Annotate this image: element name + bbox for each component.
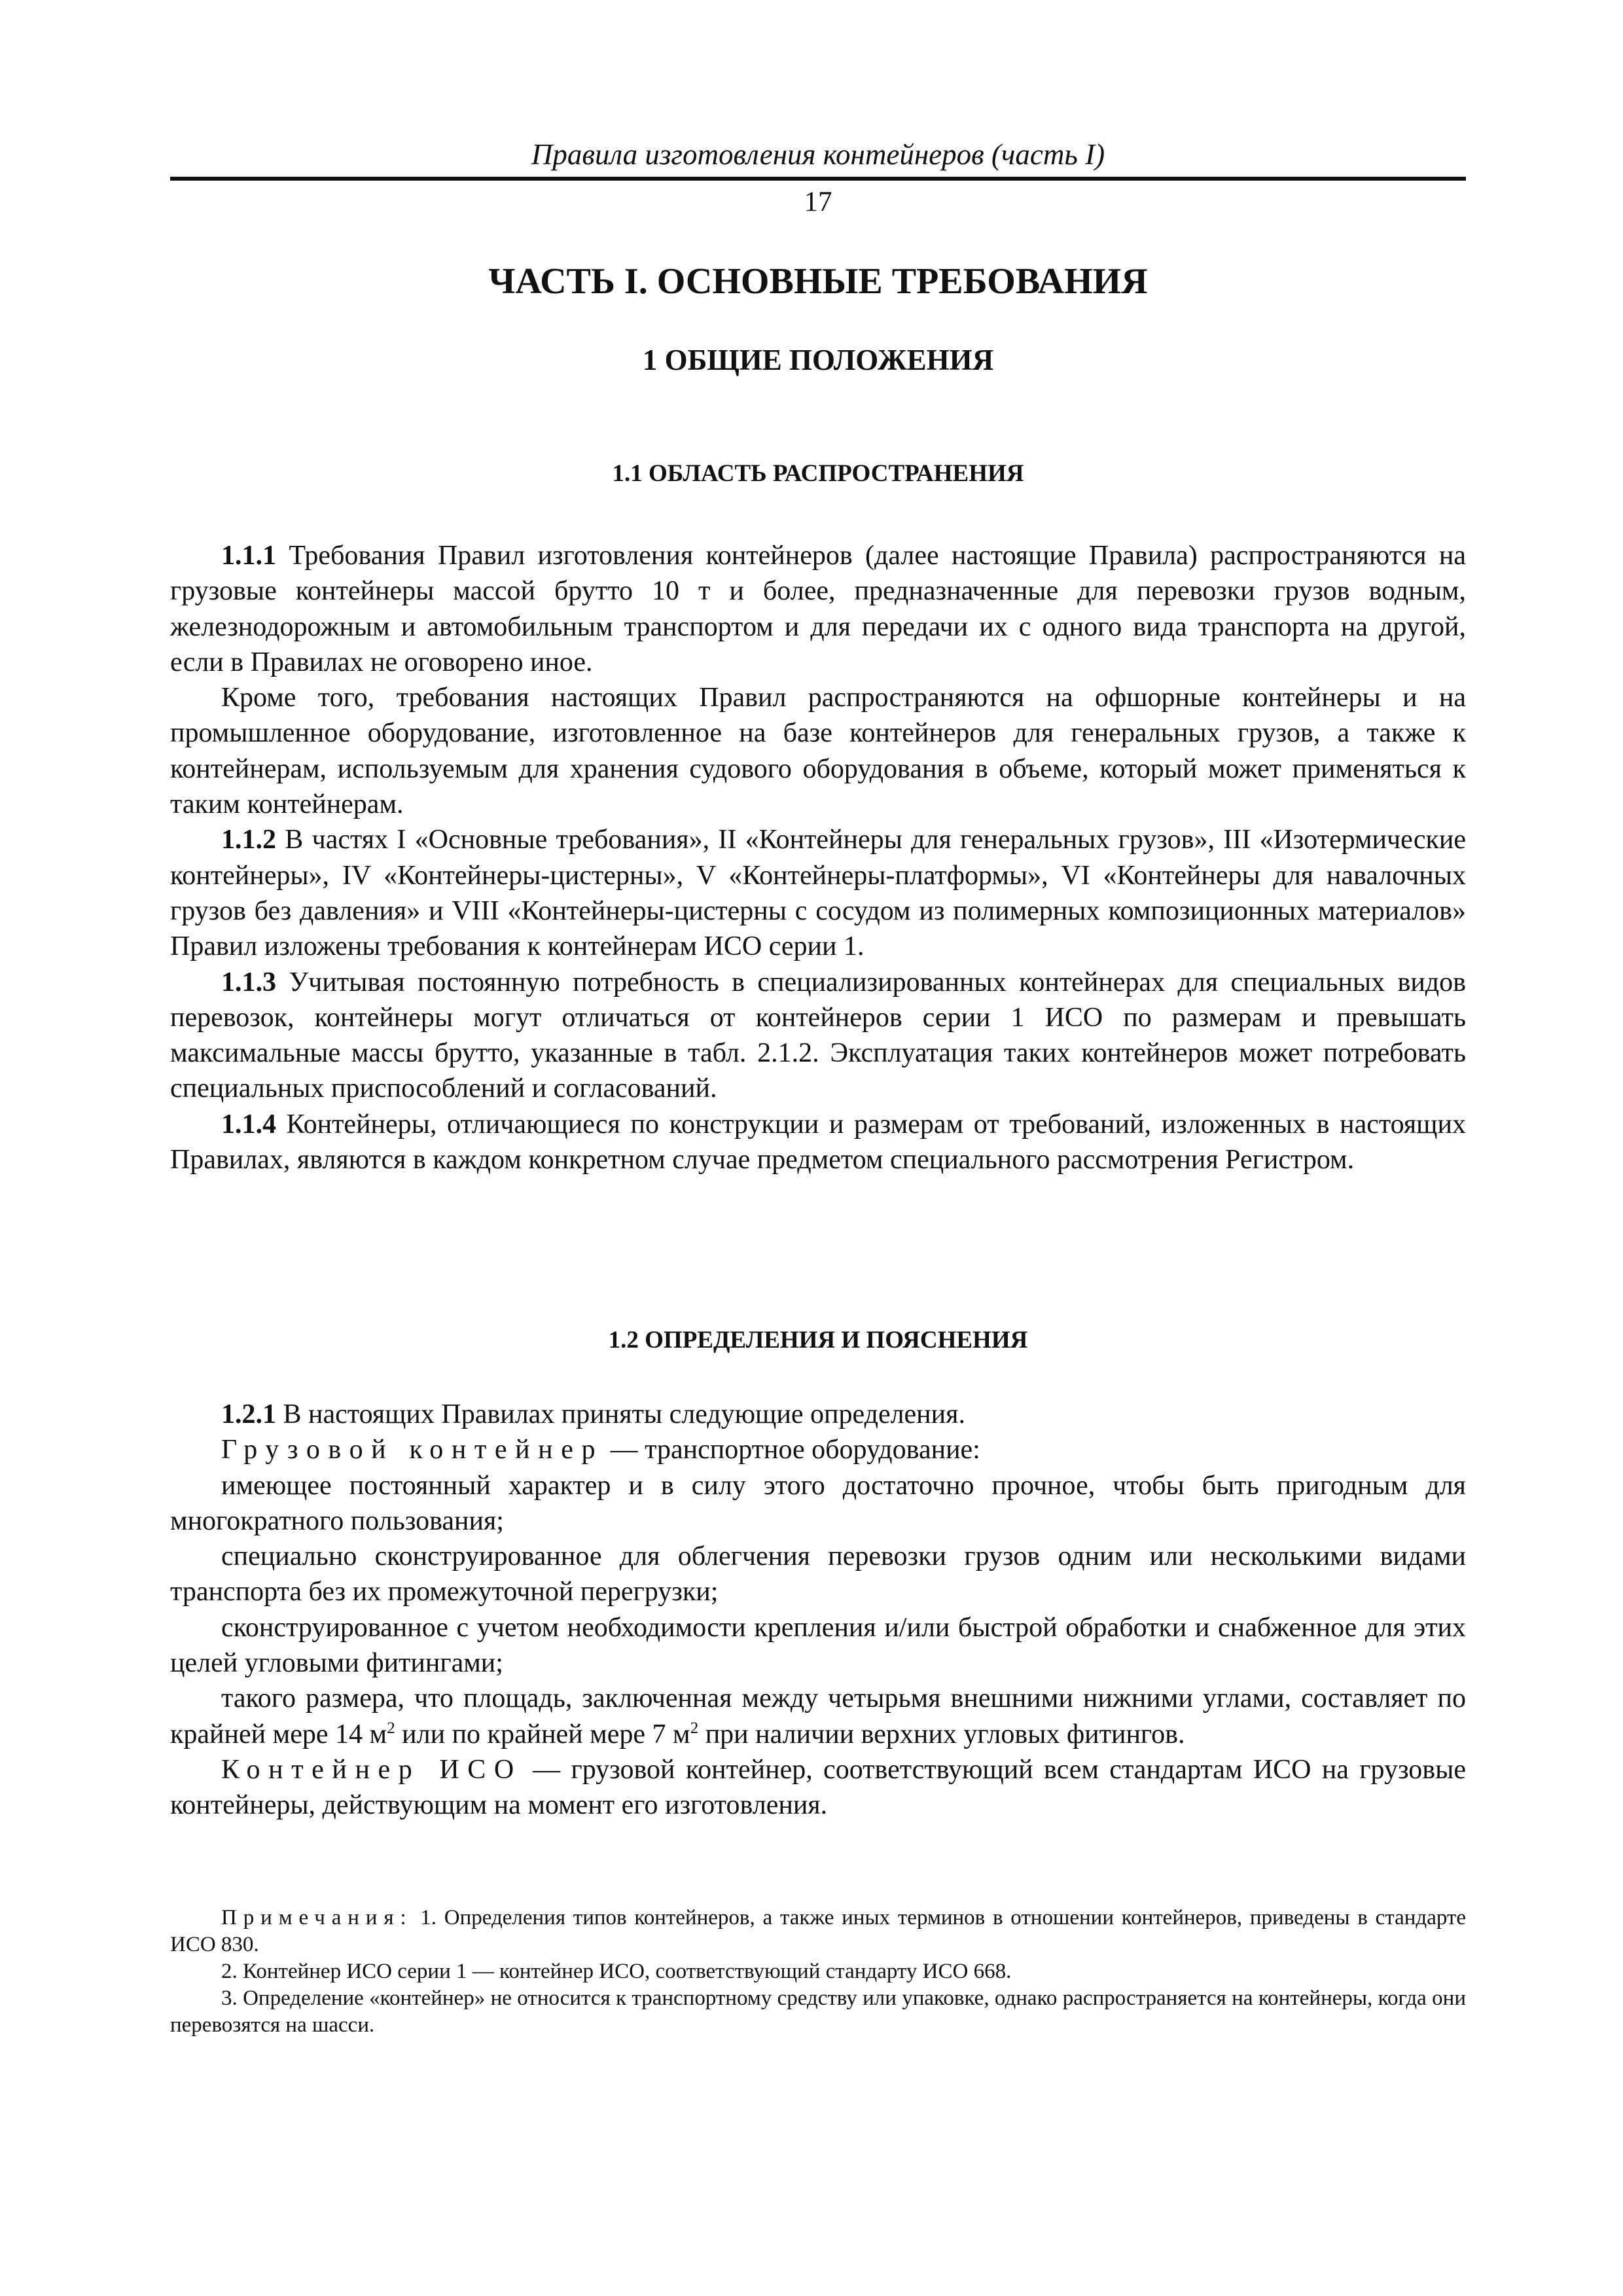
subsection-title-1-1: 1.1 ОБЛАСТЬ РАСПРОСТРАНЕНИЯ: [612, 460, 1024, 487]
clause-text: Контейнеры, отличающиеся по конструкции и размерам от требований, изложенных в настоящих Правилах, являются в каждом конкретном случае предметом специального рассмотрения Регистром.: [170, 1109, 1466, 1175]
paragraph-1-2-1: [170, 1397, 1466, 1432]
paragraph-1-1-1-b: Кроме того, требования настоящих Правил распространяются на офшорные контейнеры и на промышленное оборудование, изготовленное на базе контейнеров для генеральных грузов, а также к контейнерам, используемым для хранения судового оборудования в объеме, который может применяться к таким контейнерам.: [170, 683, 1466, 820]
definition-item-4: [170, 1681, 1466, 1752]
note-1: [170, 1905, 1466, 1958]
clause-number: 1.1.2: [221, 825, 276, 855]
page-number: 17: [804, 187, 832, 217]
definition-item-1: имеющее постоянный характер и в силу этого достаточно прочное, чтобы быть пригодным для многократного пользования;: [170, 1470, 1466, 1536]
paragraph-1-1-3: [170, 965, 1466, 1107]
item-text: или по крайней мере 7 м: [395, 1719, 690, 1749]
definition-iso-container: [170, 1752, 1466, 1823]
note-3: 3. Определение «контейнер» не относится к транспортному средству или упаковке, однако распространяется на контейнеры, когда они перевозятся на шасси.: [170, 1986, 1466, 2037]
note-2: 2. Контейнер ИСО серии 1 — контейнер ИСО, соответствующий стандарту ИСО 668.: [221, 1960, 1012, 1983]
section-1-2-body: [170, 1397, 1466, 1823]
clause-text: В настоящих Правилах приняты следующие определения.: [276, 1399, 965, 1429]
running-header: Правила изготовления контейнеров (часть I): [531, 138, 1105, 171]
definition-item-2: специально сконструированное для облегчения перевозки грузов одним или несколькими видами транспорта без их промежуточной перегрузки;: [170, 1541, 1466, 1607]
term-iso-container: Контейнер ИСО: [221, 1754, 522, 1785]
clause-number: 1.1.4: [221, 1109, 276, 1139]
item-text: при наличии верхних угловых фитингов.: [698, 1719, 1185, 1749]
notes-block: [170, 1905, 1466, 2039]
section-title: 1 ОБЩИЕ ПОЛОЖЕНИЯ: [642, 344, 994, 376]
definition-cargo-container: [170, 1432, 1466, 1467]
header-rule: [170, 177, 1466, 181]
definition-item-3: сконструированное с учетом необходимости крепления и/или быстрой обработки и снабженное для этих целей угловыми фитингами;: [170, 1612, 1466, 1679]
note-text: 1. Определения типов контейнеров, а также иных терминов в отношении контейнеров, приведены в стандарте ИСО 830.: [170, 1906, 1466, 1956]
clause-number: 1.1.3: [221, 967, 276, 997]
term-definition: — транспортное оборудование:: [603, 1435, 980, 1465]
item-text: такого размера, что площадь, заключенная между четырьмя внешними нижними углами, составляет по крайней мере 14 м: [170, 1683, 1466, 1749]
paragraph-1-1-1: [170, 538, 1466, 680]
part-title: ЧАСТЬ I. ОСНОВНЫЕ ТРЕБОВАНИЯ: [488, 261, 1148, 302]
clause-number: 1.2.1: [221, 1399, 276, 1429]
superscript: 2: [387, 1719, 395, 1737]
clause-number: 1.1.1: [221, 541, 276, 571]
paragraph-1-1-2: [170, 822, 1466, 964]
term-cargo-container: Грузовой контейнер: [221, 1435, 604, 1465]
clause-text: Требования Правил изготовления контейнеров (далее настоящие Правила) распространяются на грузовые контейнеры массой брутто 10 т и более, предназначенные для перевозки грузов водным, железнодорожным и автомобильным транспортом и для передачи их с одного вида транспорта на другой, если в Правилах не оговорено иное.: [170, 541, 1466, 677]
paragraph-1-1-4: [170, 1107, 1466, 1178]
subsection-title-1-2: 1.2 ОПРЕДЕЛЕНИЯ И ПОЯСНЕНИЯ: [608, 1327, 1028, 1354]
clause-text: В частях I «Основные требования», II «Контейнеры для генеральных грузов», III «Изотермические контейнеры», IV «Контейнеры-цистерны», V «Контейнеры-платформы», VI «Контейнеры для навалочных грузов без давления» и VIII «Контейнеры-цистерны с сосудом из полимерных композиционных материалов» Правил изложены требования к контейнерам ИСО серии 1.: [170, 825, 1466, 962]
clause-text: Учитывая постоянную потребность в специализированных контейнерах для специальных видов перевозок, контейнеры могут отличаться от контейнеров серии 1 ИСО по размерам и превышать максимальные массы брутто, указанные в табл. 2.1.2. Эксплуатация таких контейнеров может потребовать специальных приспособлений и согласований.: [170, 967, 1466, 1104]
term-definition: — грузовой контейнер, соответствующий всем стандартам ИСО на грузовые контейнеры, действующим на момент его изготовления.: [170, 1754, 1467, 1821]
superscript: 2: [690, 1719, 699, 1737]
section-1-1-body: [170, 538, 1466, 1177]
notes-label: Примечания:: [221, 1906, 413, 1929]
